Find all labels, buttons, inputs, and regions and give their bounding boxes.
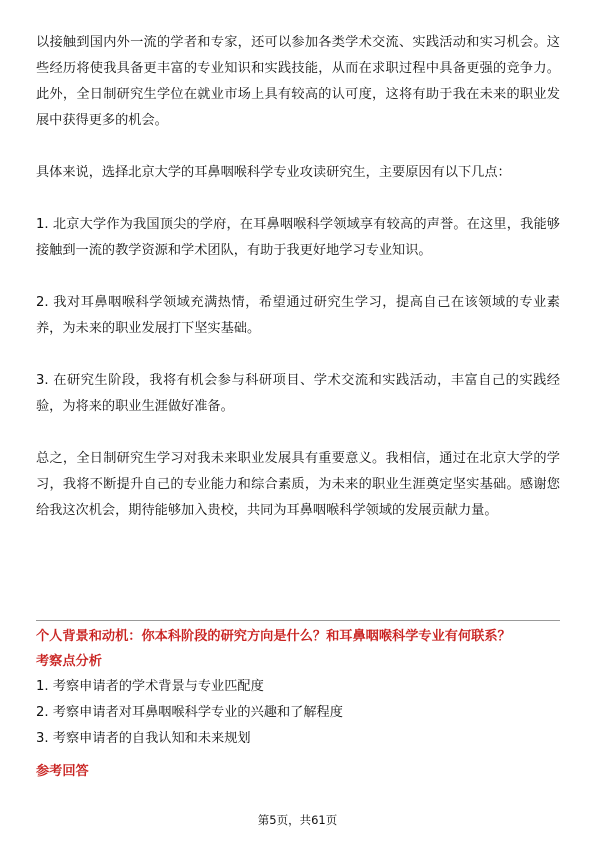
paragraph-reasons-intro: 具体来说，选择北京大学的耳鼻咽喉科学专业攻读研究生，主要原因有以下几点： — [36, 165, 511, 180]
paragraph-continuation: 以接触到国内外一流的学者和专家，还可以参加各类学术交流、实践活动和实习机会。这些经历将使我具备更丰富的专业知识和实践技能，从而在求职过程中具备更强的竞争力。此外，全日制研究生学位在就业市场上具有较高的认可度，这将有助于我在未来的职业发展中获得更多的机会。 — [36, 35, 560, 128]
question-section — [36, 624, 560, 784]
analysis-point-2: 2. 考察申请者对耳鼻咽喉科学专业的兴趣和了解程度 — [36, 705, 343, 720]
paragraph-reason-3: 3. 在研究生阶段，我将有机会参与科研项目、学术交流和实践活动，丰富自己的实践经验，为将来的职业生涯做好准备。 — [36, 373, 560, 414]
document-body — [36, 30, 560, 524]
question-title: 个人背景和动机：你本科阶段的研究方向是什么？和耳鼻咽喉科学专业有何联系？ — [36, 629, 511, 644]
paragraph-conclusion: 总之，全日制研究生学习对我未来职业发展具有重要意义。我相信，通过在北京大学的学习，我将不断提升自己的专业能力和综合素质，为未来的职业生涯奠定坚实基础。感谢您给我这次机会，期待能够加入贵校，共同为耳鼻咽喉科学领域的发展贡献力量。 — [36, 451, 560, 518]
reference-answer-heading: 参考回答 — [36, 764, 89, 779]
paragraph-reason-2: 2. 我对耳鼻咽喉科学领域充满热情，希望通过研究生学习，提高自己在该领域的专业素养，为未来的职业发展打下坚实基础。 — [36, 295, 560, 336]
section-divider — [36, 620, 560, 621]
analysis-point-1: 1. 考察申请者的学术背景与专业匹配度 — [36, 679, 264, 694]
analysis-point-3: 3. 考察申请者的自我认知和未来规划 — [36, 731, 251, 746]
page-footer: 第5页，共61页 — [257, 813, 338, 827]
paragraph-reason-1: 1. 北京大学作为我国顶尖的学府，在耳鼻咽喉科学领域享有较高的声誉。在这里，我能够接触到一流的教学资源和学术团队，有助于我更好地学习专业知识。 — [36, 217, 560, 258]
analysis-heading: 考察点分析 — [36, 654, 102, 669]
